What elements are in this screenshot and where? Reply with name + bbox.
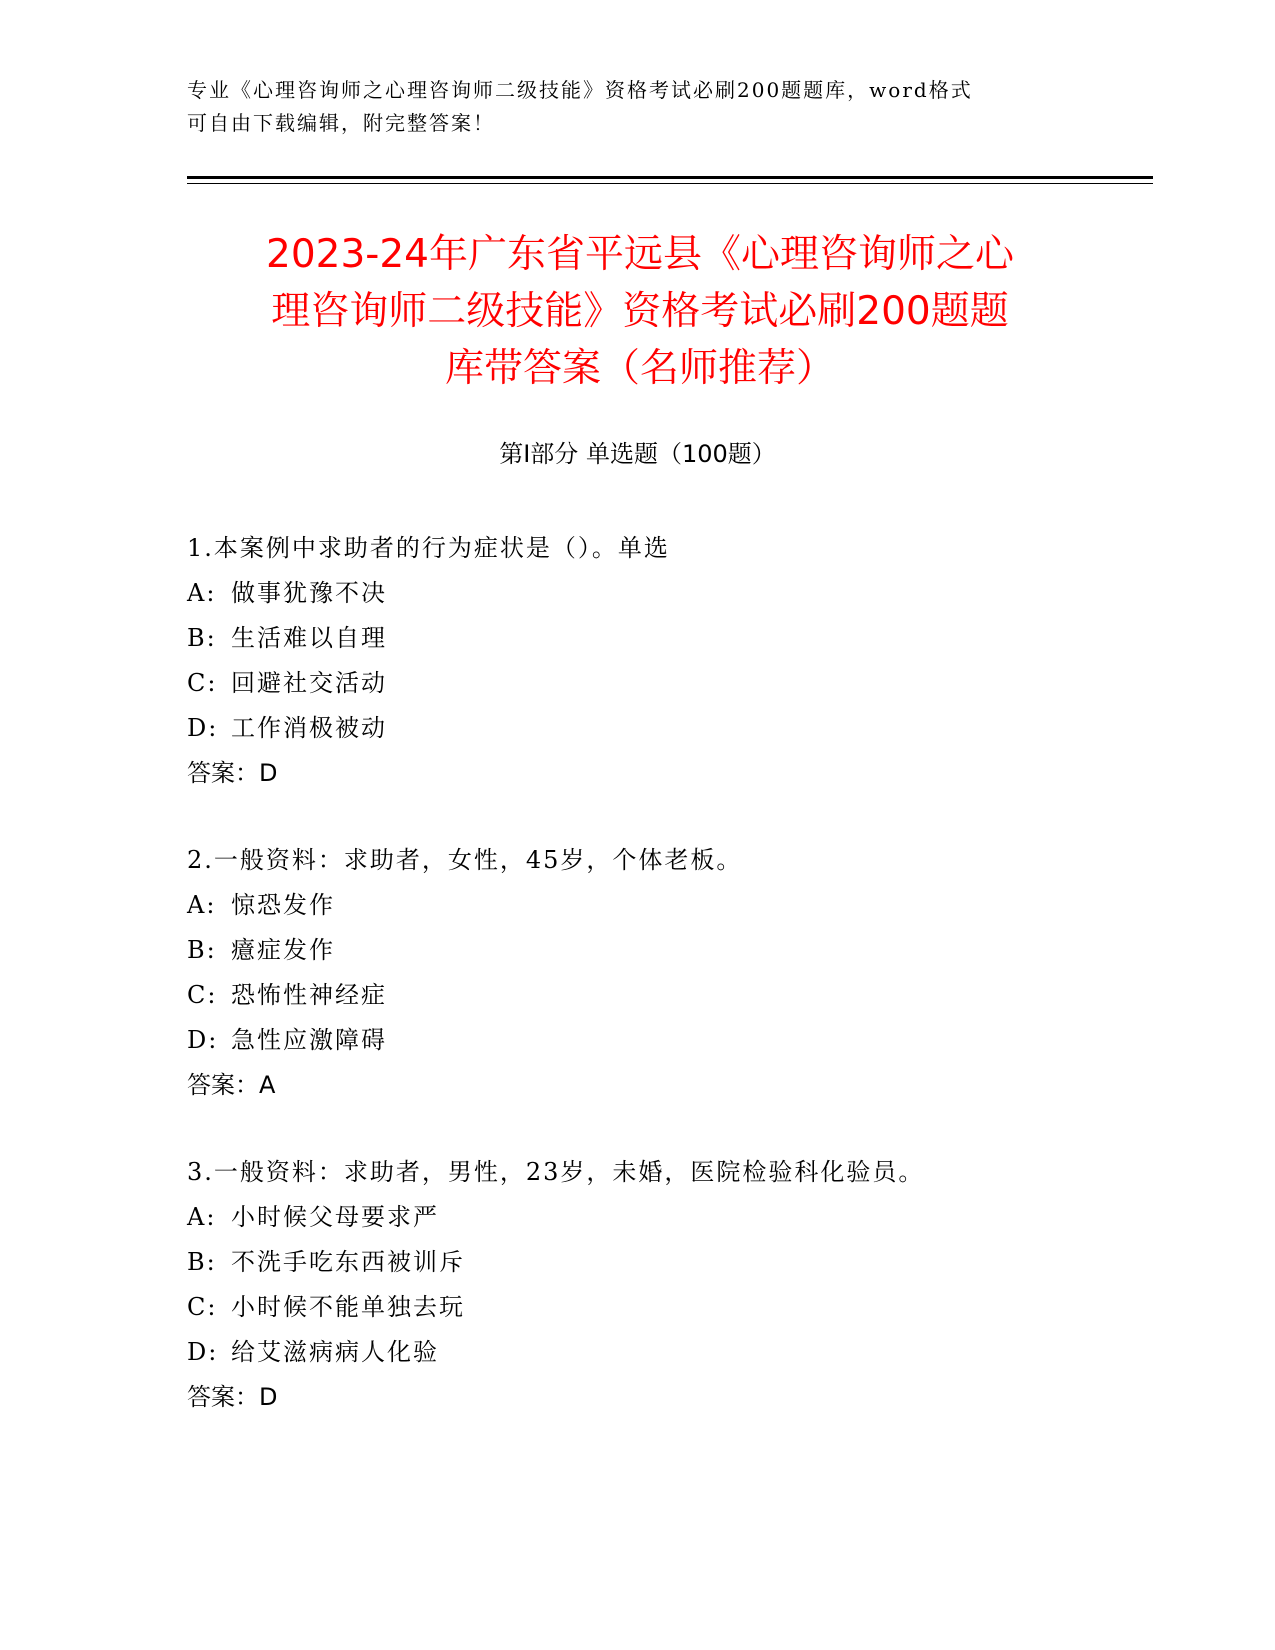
option-text: 回避社交活动 [231, 669, 387, 697]
option-text: 工作消极被动 [231, 714, 387, 742]
option-key: C: [187, 669, 218, 697]
option-key: B: [187, 936, 217, 964]
option-text: 生活难以自理 [231, 624, 387, 652]
option-text: 做事犹豫不决 [231, 579, 387, 607]
option-key: D: [187, 714, 219, 742]
header-note-line-1: 专业《心理咨询师之心理咨询师二级技能》资格考试必刷200题题库，word格式 [187, 78, 973, 102]
option-text: 小时候父母要求严 [231, 1203, 439, 1231]
answer-line: 答案：D [187, 759, 278, 787]
question-list [187, 526, 1137, 1462]
option-b [187, 928, 1137, 973]
answer-line: 答案：D [187, 1383, 278, 1411]
option-key: D: [187, 1026, 219, 1054]
option-key: A: [187, 579, 217, 607]
option-text: 癔症发作 [231, 936, 335, 964]
option-c [187, 973, 1137, 1018]
question-item [187, 1150, 1137, 1420]
header-rule-thin [187, 183, 1153, 184]
question-stem: 2.一般资料：求助者，女性，45岁，个体老板。 [187, 846, 743, 874]
option-text: 急性应激障碍 [231, 1026, 387, 1054]
option-key: C: [187, 981, 218, 1009]
option-d [187, 1330, 1137, 1375]
header-note-line-2: 可自由下载编辑，附完整答案！ [187, 111, 495, 135]
header-rule-thick [187, 176, 1153, 179]
option-text: 小时候不能单独去玩 [231, 1293, 465, 1321]
option-text: 不洗手吃东西被训斥 [231, 1248, 465, 1276]
option-a [187, 571, 1137, 616]
option-c [187, 1285, 1137, 1330]
option-d [187, 706, 1137, 751]
option-text: 惊恐发作 [231, 891, 335, 919]
option-b [187, 616, 1137, 661]
question-stem: 3.一般资料：求助者，男性，23岁，未婚，医院检验科化验员。 [187, 1158, 925, 1186]
option-key: C: [187, 1293, 218, 1321]
option-key: A: [187, 1203, 217, 1231]
header-note [187, 74, 1087, 140]
option-a [187, 1195, 1137, 1240]
document-title-line-1: 2023-24年广东省平远县《心理咨询师之心 [266, 232, 1014, 277]
document-title [140, 226, 1140, 397]
question-item [187, 838, 1137, 1108]
option-c [187, 661, 1137, 706]
option-d [187, 1018, 1137, 1063]
option-b [187, 1240, 1137, 1285]
option-key: A: [187, 891, 217, 919]
question-stem: 1.本案例中求助者的行为症状是（）。单选 [187, 534, 670, 562]
answer-line: 答案：A [187, 1071, 276, 1099]
document-title-line-3: 库带答案（名师推荐） [444, 346, 835, 391]
document-title-line-2: 理咨询师二级技能》资格考试必刷200题题 [271, 289, 1009, 334]
option-text: 恐怖性神经症 [231, 981, 387, 1009]
question-item [187, 526, 1137, 796]
option-key: B: [187, 624, 217, 652]
section-title: 第Ⅰ部分 单选题（100题） [499, 440, 776, 468]
option-text: 给艾滋病病人化验 [231, 1338, 439, 1366]
option-a [187, 883, 1137, 928]
option-key: B: [187, 1248, 217, 1276]
option-key: D: [187, 1338, 219, 1366]
